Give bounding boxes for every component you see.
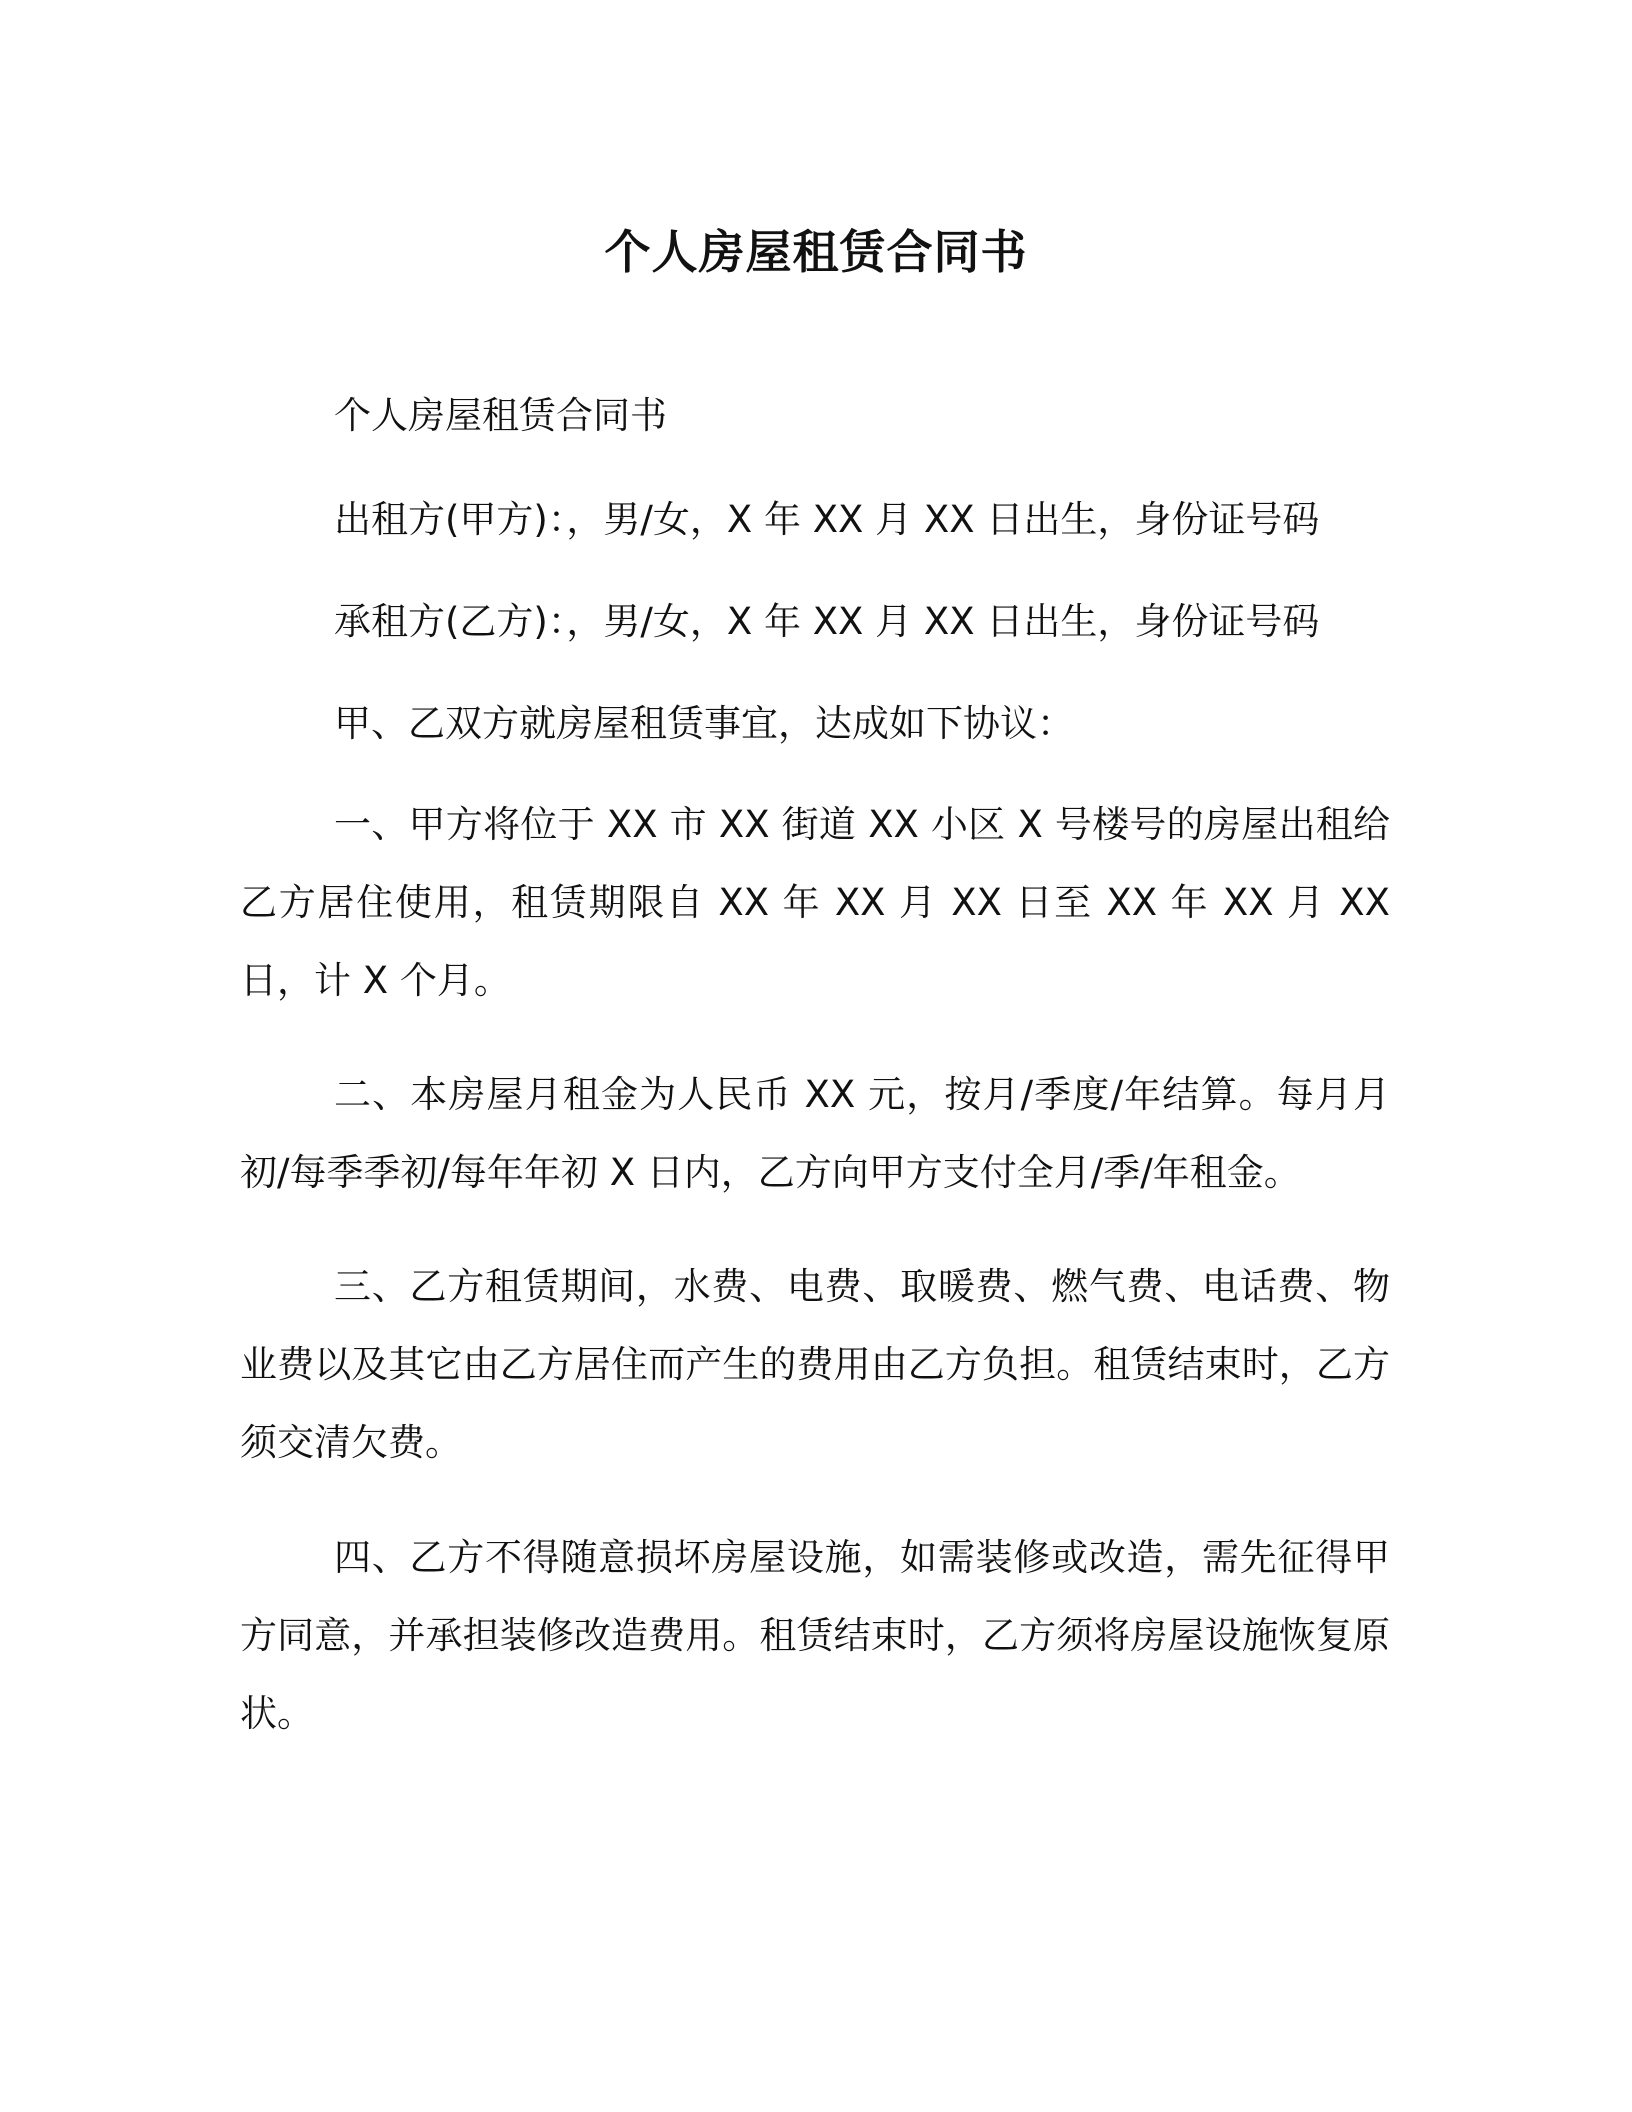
clause-4: 四、乙方不得随意损坏房屋设施，如需装修或改造，需先征得甲方同意，并承担装修改造费用。租赁结束时，乙方须将房屋设施恢复原状。 bbox=[240, 1536, 1390, 1735]
subtitle-line: 个人房屋租赁合同书 bbox=[334, 394, 667, 437]
document-title: 个人房屋租赁合同书 bbox=[604, 225, 1028, 279]
lessee-line: 承租方(乙方)：，男/女，X 年 XX 月 XX 日出生，身份证号码 bbox=[334, 600, 1320, 643]
clause-1: 一、甲方将位于 XX 市 XX 街道 XX 小区 X 号楼号的房屋出租给乙方居住使用，租赁期限自 XX 年 XX 月 XX 日至 XX 年 XX 月 XX 日，计 X 个月。 bbox=[240, 803, 1390, 1002]
intro-line: 甲、乙双方就房屋租赁事宜，达成如下协议： bbox=[334, 702, 1074, 745]
clause-2: 二、本房屋月租金为人民币 XX 元，按月/季度/年结算。每月月初/每季季初/每年年初 X 日内，乙方向甲方支付全月/季/年租金。 bbox=[240, 1073, 1390, 1194]
lessor-line: 出租方(甲方)：，男/女，X 年 XX 月 XX 日出生，身份证号码 bbox=[334, 498, 1320, 541]
clause-3: 三、乙方租赁期间，水费、电费、取暖费、燃气费、电话费、物业费以及其它由乙方居住而产生的费用由乙方负担。租赁结束时，乙方须交清欠费。 bbox=[240, 1265, 1390, 1464]
